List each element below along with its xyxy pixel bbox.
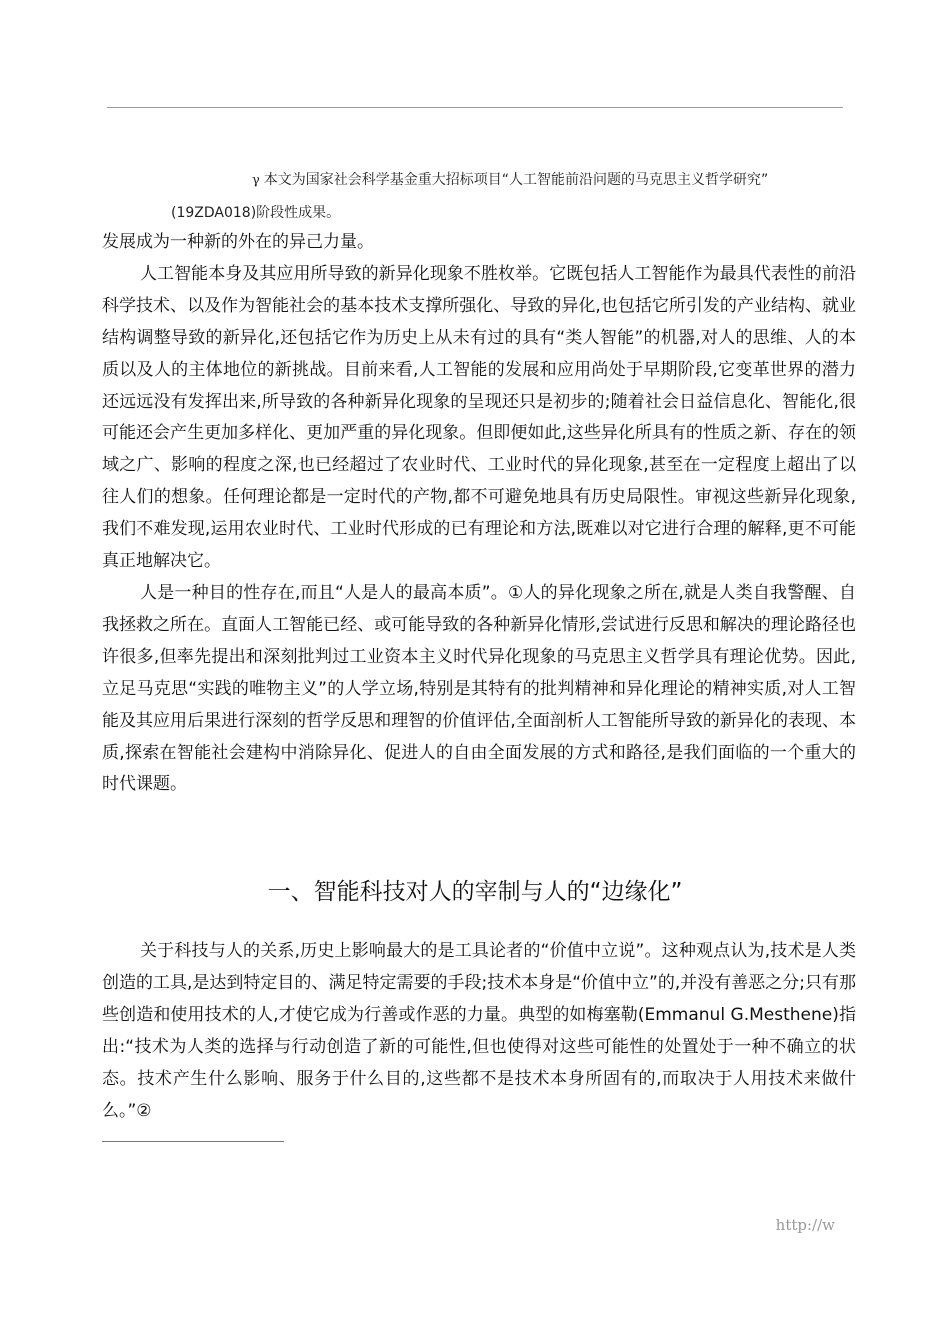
footnote-line-1 [252, 170, 768, 191]
body-paragraph-continuation: 发展成为一种新的外在的异己力量。 [102, 232, 374, 252]
page-url: http://w [775, 1216, 835, 1234]
footnote-line-2: (19ZDA018)阶段性成果。 [171, 205, 341, 221]
section-text-block [102, 936, 856, 1127]
body-paragraph-2: 人是一种目的性存在,而且“人是人的最高本质”。①人的异化现象之所在,就是人类自我警醒、自我拯救之所在。直面人工智能已经、或可能导致的各种新异化情形,尝试进行反思和解决的理论路径也许很多,但率先提出和深刻批判过工业资本主义时代异化现象的马克思主义哲学具有理论优势。因此,立足马克思“实践的唯物主义”的人学立场,特别是其特有的批判精神和异化理论的精神实质,对人工智能及其应用后果进行深刻的哲学反思和理智的价值评估,全面剖析人工智能所导致的新异化的表现、本质,探索在智能社会建构中消除异化、促进人的自由全面发展的方式和路径,是我们面临的一个重大的时代课题。 [102, 582, 856, 795]
body-paragraph-1: 人工智能本身及其应用所导致的新异化现象不胜枚举。它既包括人工智能作为最具代表性的前沿科学技术、以及作为智能社会的基本技术支撑所强化、导致的异化,也包括它所引发的产业结构、就业结构调整导致的新异化,还包括它作为历史上从未有过的具有“类人智能”的机器,对人的思维、人的本质以及人的主体地位的新挑战。目前来看,人工智能的发展和应用尚处于早期阶段,它变革世界的潜力还远远没有发挥出来,所导致的各种新异化现象的呈现还只是初步的;随着社会日益信息化、智能化,很可能还会产生更加多样化、更加严重的异化现象。但即便如此,这些异化所具有的性质之新、存在的领域之广、影响的程度之深,也已经超过了农业时代、工业时代的异化现象,甚至在一定程度上超出了以往人们的想象。任何理论都是一定时代的产物,都不可避免地具有历史局限性。审视这些新异化现象,我们不难发现,运用农业时代、工业时代形成的已有理论和方法,既难以对它进行合理的解释,更不可能真正地解决它。 [102, 263, 856, 572]
body-text-block [102, 227, 856, 801]
section-paragraph-1: 关于科技与人的关系,历史上影响最大的是工具论者的“价值中立说”。这种观点认为,技术是人类创造的工具,是达到特定目的、满足特定需要的手段;技术本身是“价值中立”的,并没有善恶之分;只有那些创造和使用技术的人,才使它成为行善或作恶的力量。典型的如梅塞勒(Emmanul G.Mesthene)指出:“技术为人类的选择与行动创造了新的可能性,但也使得对这些可能性的处置处于一种不确立的状态。技术产生什么影响、服务于什么目的,这些都不是技术本身所固有的,而取决于人用技术来做什么。”② [102, 941, 857, 1121]
section-heading: 一、智能科技对人的宰制与人的“边缘化” [267, 879, 683, 905]
footnote-separator [102, 1141, 284, 1142]
header-rule [107, 107, 843, 108]
footnote-marker: γ [252, 173, 260, 188]
footnote-text-1: 本文为国家社会科学基金重大招标项目“人工智能前沿问题的马克思主义哲学研究” [263, 172, 769, 188]
